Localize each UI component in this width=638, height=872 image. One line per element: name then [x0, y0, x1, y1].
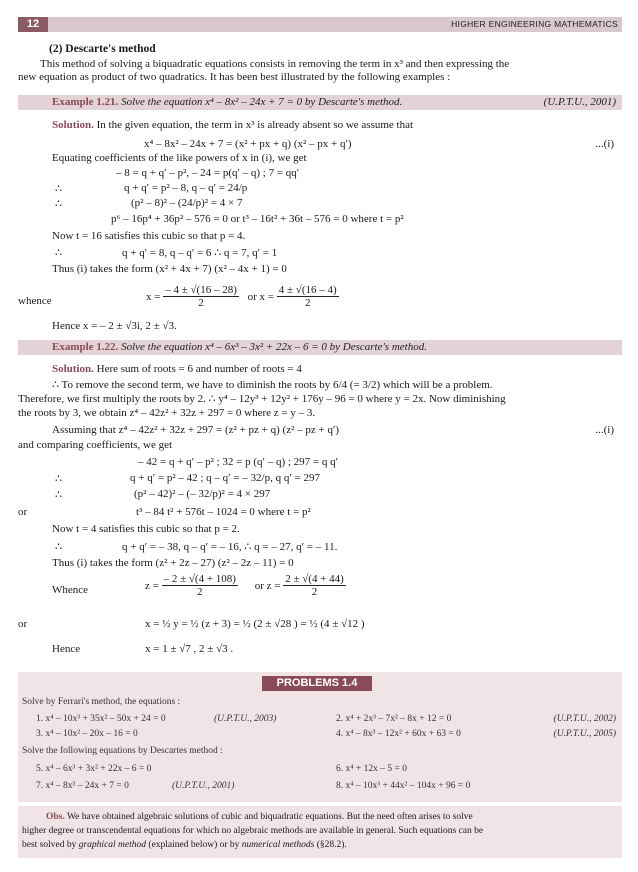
eq-121-8: q + q′ = 8, q – q′ = 6 ∴ q = 7, q′ = 1 [122, 247, 278, 259]
denominator: 2 [311, 586, 318, 598]
obs-text-3e: (§28.2). [314, 840, 347, 850]
therefore-3: ∴ [55, 247, 62, 259]
therefore-2: ∴ [55, 198, 62, 210]
example-label: Example 1.21. [52, 96, 119, 108]
eq-122-6: – 42 = q + q′ – p² ; 32 = p (q′ – q) ; 297 = q q′ [138, 456, 339, 468]
eq-122-7: q + q′ = p² – 42 ; q – q′ = – 32/p, q q′ = 297 [130, 472, 320, 484]
problem-4: 4. x⁴ – 8x³ – 12x² + 60x + 63 = 0 [336, 729, 461, 739]
solution-text: Here sum of roots = 6 and number of roots = 4 [96, 363, 302, 375]
whence-122: Whence [52, 584, 89, 596]
obs-text-3a: best solved by [22, 840, 79, 850]
example-label: Example 1.22. [52, 341, 119, 353]
eq-122-8: (p² – 42)² – (– 32/p)² = 4 × 297 [134, 488, 271, 500]
eq-121-3: – 8 = q + q′ – p², – 24 = p(q′ – q) ; 7 = qq′ [116, 167, 300, 179]
eq-122-9: t³ – 84 t² + 576t – 1024 = 0 where t = p² [136, 506, 311, 518]
solution-label: Solution. [52, 363, 94, 375]
problem-3: 3. x⁴ – 10x² – 20x – 16 = 0 [36, 729, 138, 739]
problem-8: 8. x⁴ – 10x³ + 44x² – 104x + 96 = 0 [336, 781, 471, 791]
numerator: – 4 ± √(16 – 28) [165, 284, 237, 296]
example-text: Solve the equation x⁴ – 8x² – 24x + 7 = 0 by Descarte's method. [121, 96, 403, 108]
z-eq: z = [145, 579, 159, 592]
fraction-2 [283, 573, 346, 598]
hence-121: Hence x = – 2 ± √3i, 2 ± √3. [52, 320, 177, 332]
eq-121-7: Now t = 16 satisfies this cubic so that p = 4. [52, 230, 246, 242]
x-eq: x = [146, 290, 161, 303]
descartes-line: Solve the following equations by Descartes method : [22, 746, 223, 756]
whence-121: whence [18, 295, 52, 307]
or-x-eq: or x = [247, 290, 274, 303]
problem-2: 2. x⁴ + 2x³ – 7x² – 8x + 12 = 0 [336, 714, 452, 724]
problem-4-ref: (U.P.T.U., 2005) [553, 729, 616, 739]
obs-numerical: numerical methods [241, 840, 315, 850]
eq-121-4: q + q′ = p² – 8, q – q′ = 24/p [124, 182, 248, 194]
section-title: (2) Descarte's method [49, 43, 156, 55]
eq-121-5: (p² – 8)² – (24/p)² = 4 × 7 [131, 197, 243, 209]
solution-text: In the given equation, the term in x³ is already absent so we assume that [96, 119, 414, 131]
problem-5: 5. x⁴ – 6x³ + 3x² + 22x – 6 = 0 [36, 764, 152, 774]
problem-1: 1. x⁴ – 10x³ + 35x² – 50x + 24 = 0 [36, 714, 166, 724]
or-2: or [18, 618, 28, 630]
solution-label: Solution. [52, 119, 94, 131]
eq-121-2: Equating coefficients of the like powers of x in (i), we get [52, 152, 307, 164]
eq-121-9: Thus (i) takes the form (x² + 4x + 7) (x² – 4x + 1) = 0 [52, 263, 287, 275]
hence-122: x = 1 ± √7 , 2 ± √3 . [145, 643, 234, 655]
obs-label: Obs. [46, 812, 65, 822]
intro-line-2: new equation as product of two quadratics. It has been best illustrated by the following examples : [18, 71, 451, 83]
obs-graphical: graphical method [78, 840, 147, 850]
eq-tag-122: ...(i) [595, 424, 614, 436]
eq-122-1: ∴ To remove the second term, we have to diminish the roots by 6/4 (= 3/2) which will be a problem. [52, 379, 493, 391]
frac-121 [146, 284, 339, 309]
example-122-heading [52, 341, 427, 354]
therefore-4: ∴ [55, 473, 62, 485]
eq-122-11: q + q′ = – 38, q – q′ = – 16, ∴ q = – 27, q′ = – 11. [122, 541, 338, 553]
denominator: 2 [198, 297, 204, 309]
eq-122-10: Now t = 4 satisfies this cubic so that p = 2. [52, 523, 240, 535]
eq-122-5: and comparing coefficients, we get [18, 439, 173, 451]
eq-121-6: p⁶ – 16p⁴ + 36p² – 576 = 0 or t³ – 16t² + 36t – 576 = 0 where t = p² [111, 213, 404, 225]
problems-title: PROBLEMS 1.4 [262, 676, 372, 691]
fraction-1 [163, 284, 239, 309]
numerator: 4 ± √(16 – 4) [278, 284, 337, 296]
example-121-heading [52, 96, 402, 109]
or-1: or [18, 506, 28, 518]
obs-text-3c: (explained below) or by [146, 840, 242, 850]
ferrari-line: Solve by Ferrari's method, the equations : [22, 697, 181, 707]
therefore-5: ∴ [55, 489, 62, 501]
fraction-1 [162, 573, 238, 598]
therefore-1: ∴ [55, 183, 62, 195]
solution-122 [52, 363, 302, 376]
eq-122-or: x = ½ y = ½ (z + 3) = ½ (2 ± √28 ) = ½ (4 ± √12 ) [145, 618, 365, 630]
problem-6: 6. x⁴ + 12x – 5 = 0 [336, 764, 408, 774]
intro-line-1: This method of solving a biquadratic equations consists in removing the term in x³ and then expressing the [40, 58, 510, 70]
hence-label-122: Hence [52, 643, 81, 655]
eq-tag-121: ...(i) [595, 138, 614, 150]
problem-7: 7. x⁴ – 8x³ – 24x + 7 = 0 [36, 781, 129, 791]
frac-122 [145, 573, 346, 598]
numerator: 2 ± √(4 + 44) [285, 573, 344, 585]
obs-line-1 [46, 812, 473, 822]
obs-line-2: higher degree or transcendental equations for which no algebraic methods are available in general. Such equations can be [22, 826, 484, 836]
example-121-ref: (U.P.T.U., 2001) [543, 96, 616, 108]
fraction-2 [277, 284, 339, 309]
eq-121-1: x⁴ – 8x² – 24x + 7 = (x² + px + q) (x² – px + q′) [144, 138, 352, 150]
numerator: – 2 ± √(4 + 108) [163, 573, 236, 585]
denominator: 2 [197, 586, 203, 598]
running-head: HIGHER ENGINEERING MATHEMATICS [451, 19, 618, 29]
page-number: 12 [18, 17, 48, 32]
problem-2-ref: (U.P.T.U., 2002) [553, 714, 616, 724]
problem-1-ref: (U.P.T.U., 2003) [214, 714, 277, 724]
eq-122-2: Therefore, we first multiply the roots by 2. ∴ y⁴ – 12y³ + 12y² + 176y – 96 = 0 where y = 2x. Now diminishing [18, 393, 506, 405]
denominator: 2 [304, 297, 311, 309]
solution-121 [52, 119, 413, 132]
or-z-eq: or z = [254, 579, 281, 592]
obs-line-3 [22, 840, 347, 850]
obs-text-1: We have obtained algebraic solutions of cubic and biquadratic equations. But the need often arises to solve [66, 812, 473, 822]
therefore-6: ∴ [55, 541, 62, 553]
eq-122-12: Thus (i) takes the form (z² + 2z – 27) (z² – 2z – 11) = 0 [52, 557, 294, 569]
eq-122-3: the roots by 3, we obtain z⁴ – 42z² + 32z + 297 = 0 where z = y – 3. [18, 407, 316, 419]
eq-122-4: Assuming that z⁴ – 42z² + 32z + 297 = (z² + pz + q) (z² – pz + q′) [52, 424, 340, 436]
problem-7-ref: (U.P.T.U., 2001) [172, 781, 235, 791]
example-text: Solve the equation x⁴ – 6x³ – 3x² + 22x – 6 = 0 by Descarte's method. [121, 341, 427, 353]
